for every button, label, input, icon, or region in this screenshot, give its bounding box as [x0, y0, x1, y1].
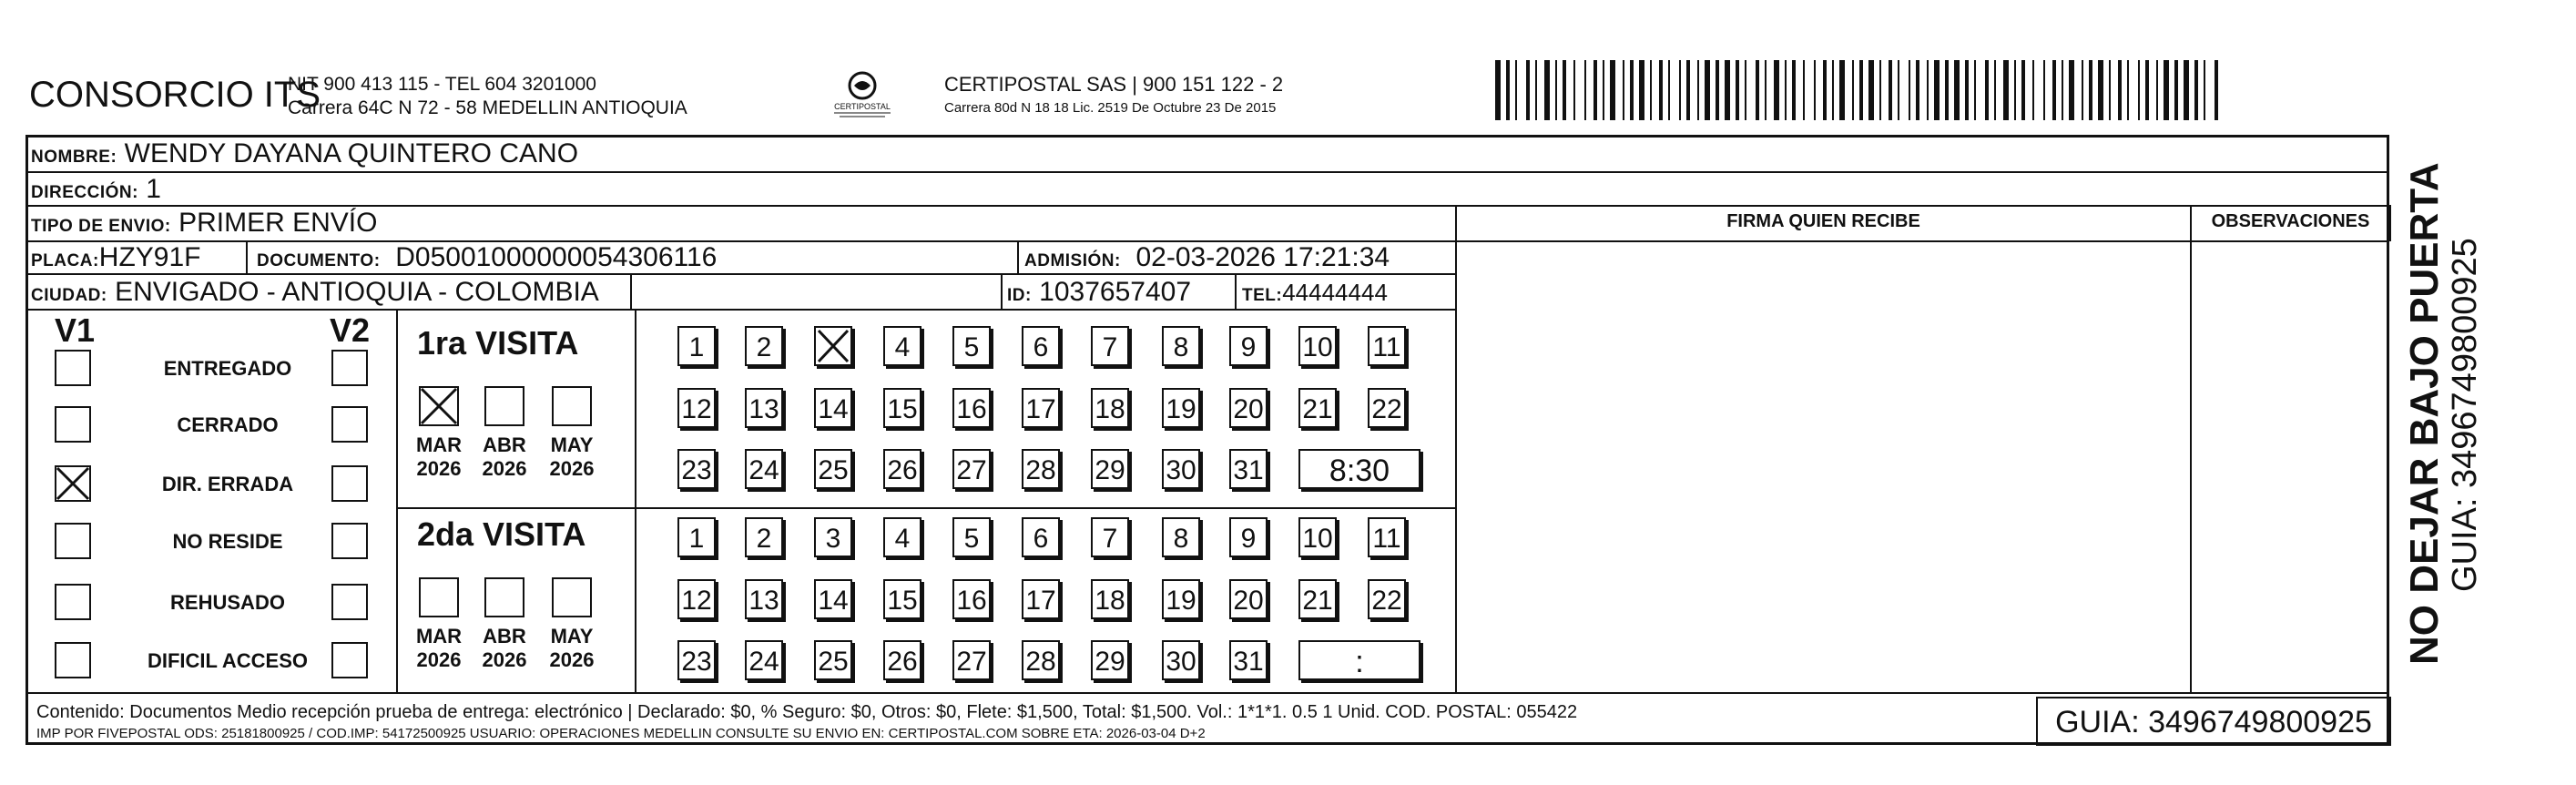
tel-label: TEL: — [1242, 286, 1283, 305]
status-v2-checkbox[interactable] — [331, 642, 368, 678]
visita1-day-12[interactable]: 12 — [677, 388, 716, 428]
tipo-value: PRIMER ENVÍO — [178, 208, 378, 238]
admision-value: 02-03-2026 17:21:34 — [1135, 242, 1390, 272]
visita2-year-label: 2026 — [549, 648, 595, 671]
visita1-day-11[interactable]: 11 — [1368, 326, 1406, 366]
nombre-label: NOMBRE: — [31, 148, 117, 167]
observaciones-header: OBSERVACIONES — [2211, 211, 2370, 231]
status-v2-checkbox[interactable] — [331, 584, 368, 620]
visita1-day-17[interactable]: 17 — [1022, 388, 1060, 428]
status-label: NO RESIDE — [172, 530, 283, 553]
visita2-day-22[interactable]: 22 — [1368, 579, 1406, 619]
visita2-month-label: MAY — [550, 625, 594, 647]
firma-area[interactable] — [1457, 242, 2190, 692]
visita2-day-18[interactable]: 18 — [1091, 579, 1129, 619]
visita2-day-7[interactable]: 7 — [1091, 517, 1129, 557]
visita1-day-5[interactable]: 5 — [952, 326, 991, 366]
visita1-day-2[interactable]: 2 — [745, 326, 783, 366]
visita1-day-19[interactable]: 19 — [1162, 388, 1200, 428]
visita2-day-8[interactable]: 8 — [1162, 517, 1200, 557]
visita1-day-10[interactable]: 10 — [1298, 326, 1337, 366]
documento-field — [257, 242, 717, 277]
visita2-month-checkbox[interactable] — [419, 577, 459, 617]
certipostal-logo — [830, 69, 894, 120]
admision-label: ADMISIÓN: — [1024, 251, 1121, 270]
status-v1-checkbox[interactable] — [55, 350, 91, 386]
visita2-day-10[interactable]: 10 — [1298, 517, 1337, 557]
visita2-day-4[interactable]: 4 — [883, 517, 921, 557]
visita1-day-26[interactable]: 26 — [883, 449, 921, 489]
status-v2-checkbox[interactable] — [331, 465, 368, 502]
status-v1-x-mark — [55, 465, 91, 502]
visita1-day-9[interactable]: 9 — [1229, 326, 1268, 366]
visita1-time-field[interactable]: 8:30 — [1298, 449, 1420, 489]
visita1-day-28[interactable]: 28 — [1022, 449, 1060, 489]
visita1-day-21[interactable]: 21 — [1298, 388, 1337, 428]
visita2-day-3[interactable]: 3 — [814, 517, 852, 557]
company-address: Carrera 64C N 72 - 58 MEDELLIN ANTIOQUIA — [288, 97, 687, 118]
direccion-field — [31, 174, 161, 209]
visita1-day-14[interactable]: 14 — [814, 388, 852, 428]
visita2-day-2[interactable]: 2 — [745, 517, 783, 557]
visita1-year-label: 2026 — [549, 457, 595, 480]
visita1-month-x-mark — [419, 386, 459, 426]
visita1-day-1[interactable]: 1 — [677, 326, 716, 366]
visita2-day-19[interactable]: 19 — [1162, 579, 1200, 619]
visita1-day-16[interactable]: 16 — [952, 388, 991, 428]
status-label: REHUSADO — [170, 591, 285, 614]
visita2-day-27[interactable]: 27 — [952, 640, 991, 680]
visita1-day-4[interactable]: 4 — [883, 326, 921, 366]
visita2-day-6[interactable]: 6 — [1022, 517, 1060, 557]
visita2-month-checkbox[interactable] — [484, 577, 524, 617]
ciudad-value: ENVIGADO - ANTIOQUIA - COLOMBIA — [115, 277, 599, 307]
visita2-day-21[interactable]: 21 — [1298, 579, 1337, 619]
no-dejar-warning: NO DEJAR BAJO PUERTA — [2402, 162, 2447, 665]
visita1-day-29[interactable]: 29 — [1091, 449, 1129, 489]
visita1-day-15[interactable]: 15 — [883, 388, 921, 428]
visita1-day-18[interactable]: 18 — [1091, 388, 1129, 428]
tipo-field — [31, 208, 377, 242]
status-label: DIR. ERRADA — [161, 473, 294, 495]
visita1-day-7[interactable]: 7 — [1091, 326, 1129, 366]
visita2-day-16[interactable]: 16 — [952, 579, 991, 619]
status-label: DIFICIL ACCESO — [147, 649, 308, 672]
direccion-label: DIRECCIÓN: — [31, 183, 138, 202]
visita2-day-9[interactable]: 9 — [1229, 517, 1268, 557]
visita1-day-8[interactable]: 8 — [1162, 326, 1200, 366]
admision-field — [1024, 242, 1390, 277]
visita1-year-label: 2026 — [482, 457, 527, 480]
visita2-day-31[interactable]: 31 — [1229, 640, 1268, 680]
visita2-day-23[interactable]: 23 — [677, 640, 716, 680]
visita2-year-label: 2026 — [416, 648, 462, 671]
visita2-day-25[interactable]: 25 — [814, 640, 852, 680]
footer-content: Contenido: Documentos Medio recepción prueba de entrega: electrónico | Declarado: $0, % Seguro: $0, Otros: $0, Flete: $1,500, Total: $1,500. Vol.: 1*1*1. 0.5 1 Unid. COD. POSTAL: 055422 — [36, 702, 1578, 722]
side-guia: GUIA: 3496749800925 — [2446, 238, 2484, 592]
visita2-time-field[interactable]: : — [1298, 640, 1420, 680]
id-field — [1007, 277, 1191, 311]
ciudad-label: CIUDAD: — [31, 286, 107, 305]
visita2-day-15[interactable]: 15 — [883, 579, 921, 619]
visita2-month-label: MAR — [415, 625, 463, 647]
tel-value: 44444444 — [1282, 279, 1388, 306]
visita1-month-checkbox[interactable] — [484, 386, 524, 426]
visita1-day-22[interactable]: 22 — [1368, 388, 1406, 428]
footer-print-info: IMP POR FIVEPOSTAL ODS: 25181800925 / COD.IMP: 54172500925 USUARIO: OPERACIONES MEDELLIN CONSULTE SU ENVIO EN: CERTIPOSTAL.COM SOBRE ETA: 2026-03-04 D+2 — [36, 726, 1206, 741]
visita1-day-25[interactable]: 25 — [814, 449, 852, 489]
visita1-day-30[interactable]: 30 — [1162, 449, 1200, 489]
visita1-day-27[interactable]: 27 — [952, 449, 991, 489]
placa-value: HZY91F — [98, 242, 201, 272]
status-v1-checkbox[interactable] — [55, 406, 91, 443]
guia-number: GUIA: 3496749800925 — [2036, 697, 2391, 746]
id-value: 1037657407 — [1039, 277, 1192, 307]
company-nit: NIT 900 413 115 - TEL 604 3201000 — [288, 74, 596, 95]
certipostal-info: CERTIPOSTAL SAS | 900 151 122 - 2 — [944, 73, 1284, 96]
nombre-field — [31, 138, 578, 173]
visita1-day-6[interactable]: 6 — [1022, 326, 1060, 366]
visita2-day-1[interactable]: 1 — [677, 517, 716, 557]
visita1-day-13[interactable]: 13 — [745, 388, 783, 428]
status-v1-checkbox[interactable] — [55, 584, 91, 620]
observaciones-area[interactable] — [2192, 242, 2389, 692]
status-v1-checkbox[interactable] — [55, 523, 91, 559]
visita2-day-20[interactable]: 20 — [1229, 579, 1268, 619]
visita2-month-checkbox[interactable] — [552, 577, 592, 617]
visita2-day-12[interactable]: 12 — [677, 579, 716, 619]
visita1-month-label: MAY — [550, 433, 594, 456]
placa-field — [31, 242, 200, 277]
visita1-day-x-mark — [816, 328, 850, 364]
nombre-value: WENDY DAYANA QUINTERO CANO — [124, 138, 579, 168]
visita2-day-11[interactable]: 11 — [1368, 517, 1406, 557]
visita1-day-23[interactable]: 23 — [677, 449, 716, 489]
visita1-year-label: 2026 — [416, 457, 462, 480]
visita2-day-13[interactable]: 13 — [745, 579, 783, 619]
tel-field — [1242, 277, 1388, 311]
visita1-day-31[interactable]: 31 — [1229, 449, 1268, 489]
visita1-month-checkbox[interactable] — [552, 386, 592, 426]
visita2-day-14[interactable]: 14 — [814, 579, 852, 619]
company-name: CONSORCIO ITS — [29, 75, 321, 115]
visita1-month-label: ABR — [483, 433, 526, 456]
visita2-month-label: ABR — [483, 625, 526, 647]
status-label: ENTREGADO — [163, 357, 292, 380]
status-label: CERRADO — [177, 413, 279, 436]
visita2-day-17[interactable]: 17 — [1022, 579, 1060, 619]
firma-header: FIRMA QUIEN RECIBE — [1726, 211, 1920, 231]
visita2-year-label: 2026 — [482, 648, 527, 671]
status-v2-checkbox[interactable] — [331, 523, 368, 559]
v2-header: V2 — [330, 311, 371, 349]
barcode — [1493, 60, 2222, 122]
tipo-label: TIPO DE ENVIO: — [31, 217, 171, 236]
status-v2-checkbox[interactable] — [331, 350, 368, 386]
visita2-day-24[interactable]: 24 — [745, 640, 783, 680]
status-v2-checkbox[interactable] — [331, 406, 368, 443]
certipostal-license: Carrera 80d N 18 18 Lic. 2519 De Octubre 23 De 2015 — [944, 100, 1277, 116]
ciudad-field — [31, 277, 599, 311]
v1-header: V1 — [55, 311, 96, 349]
visita1-title: 1ra VISITA — [417, 324, 579, 362]
placa-label: PLACA: — [31, 251, 99, 270]
visita1-day-20[interactable]: 20 — [1229, 388, 1268, 428]
documento-label: DOCUMENTO: — [257, 251, 381, 270]
visita2-day-26[interactable]: 26 — [883, 640, 921, 680]
id-label: ID: — [1007, 286, 1032, 305]
visita2-day-29[interactable]: 29 — [1091, 640, 1129, 680]
visita2-day-5[interactable]: 5 — [952, 517, 991, 557]
logo-caption: CERTIPOSTAL — [834, 102, 891, 111]
documento-value: D05001000000054306116 — [395, 242, 718, 272]
visita2-title: 2da VISITA — [417, 515, 586, 553]
visita2-day-30[interactable]: 30 — [1162, 640, 1200, 680]
visita2-day-28[interactable]: 28 — [1022, 640, 1060, 680]
visita1-month-label: MAR — [415, 433, 463, 456]
direccion-value: 1 — [146, 174, 161, 204]
visita1-day-24[interactable]: 24 — [745, 449, 783, 489]
status-v1-checkbox[interactable] — [55, 642, 91, 678]
